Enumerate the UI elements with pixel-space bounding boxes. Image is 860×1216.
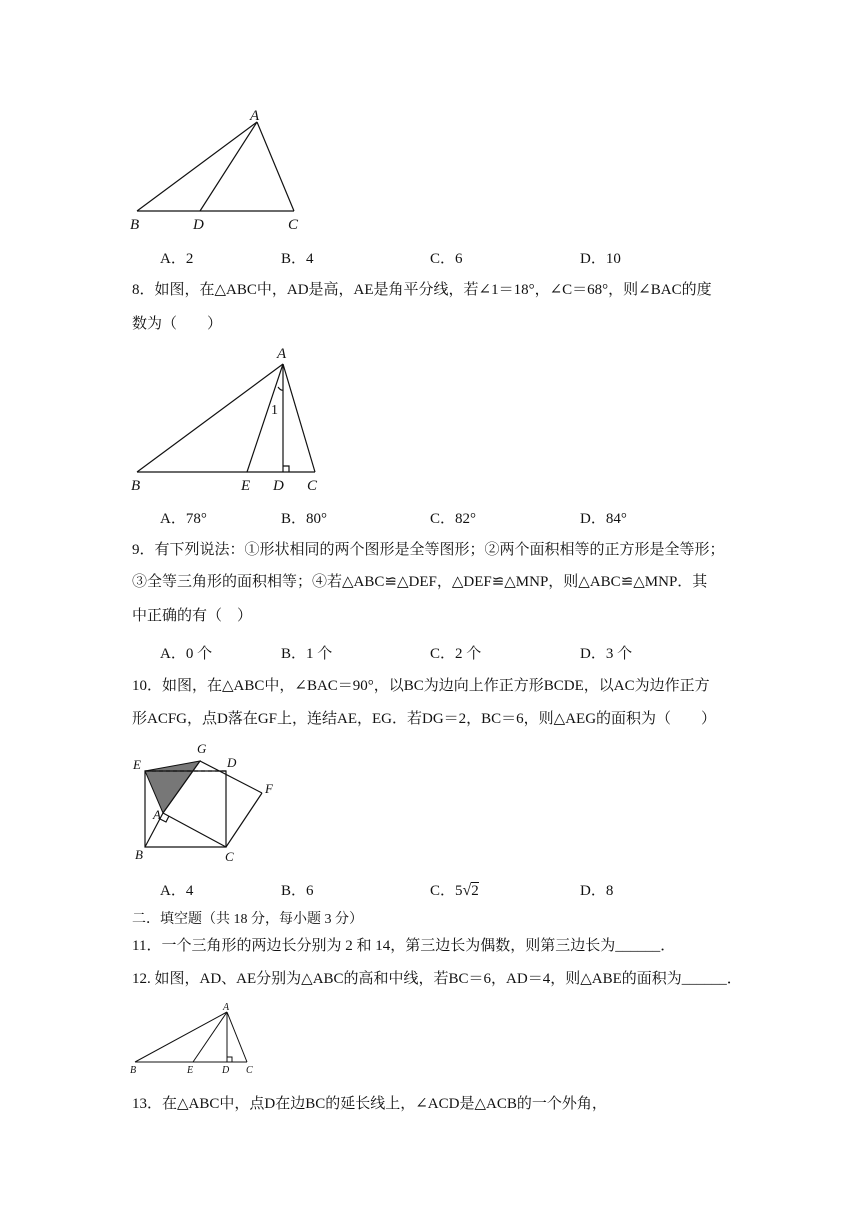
segment-AD bbox=[200, 122, 257, 211]
segment-AC bbox=[257, 122, 294, 211]
q9-option-c[interactable]: C．2 个 bbox=[430, 646, 482, 662]
segment-AE bbox=[193, 1012, 227, 1062]
figure-q12 bbox=[127, 1000, 267, 1080]
segment-FC bbox=[226, 793, 262, 847]
right-angle-mark bbox=[283, 466, 289, 472]
q9-option-a[interactable]: A．0 个 bbox=[160, 646, 213, 662]
label-D: D bbox=[273, 478, 284, 492]
q8-option-c[interactable]: C．82° bbox=[430, 511, 477, 527]
label-F: F bbox=[265, 781, 273, 796]
label-E: E bbox=[187, 1065, 194, 1076]
segment-AC bbox=[227, 1012, 247, 1062]
q10-stem-line2: 形ACFG，点D落在GF上，连结AE，EG．若DG＝2，BC＝6，则△AEG的面积为（ ） bbox=[132, 711, 717, 727]
label-D: D bbox=[193, 217, 204, 233]
sqrt-icon: √ bbox=[462, 882, 472, 899]
segment-AC bbox=[163, 813, 226, 847]
q9-stem-line1: 9．有下列说法：①形状相同的两个图形是全等图形；②两个面积相等的正方形是全等形； bbox=[132, 542, 725, 558]
shaded-triangle-AEG bbox=[145, 761, 200, 813]
segment-AE bbox=[247, 364, 283, 472]
q10-stem-line1: 10．如图，在△ABC中，∠BAC＝90°，以BC为边向上作正方形BCDE，以AC为边作正方 bbox=[132, 678, 710, 694]
label-C: C bbox=[288, 217, 299, 233]
q8-stem-line2: 数为（ ） bbox=[132, 316, 223, 332]
label-C: C bbox=[307, 478, 318, 492]
q13-stem: 13．在△ABC中，点D在边BC的延长线上，∠ACD是△ACB的一个外角， bbox=[132, 1096, 607, 1112]
q8-option-b[interactable]: B．80° bbox=[281, 511, 328, 527]
figure-q7 bbox=[120, 105, 320, 235]
q10-option-c-radicand: 2 bbox=[471, 883, 479, 899]
label-D: D bbox=[227, 755, 237, 770]
label-B: B bbox=[131, 478, 141, 492]
angle-1-arc bbox=[278, 387, 283, 390]
q12-stem: 12. 如图，AD、AE分别为△ABC的高和中线，若BC＝6，AD＝4，则△ABE的面积为______． bbox=[132, 971, 742, 987]
segment-AB bbox=[135, 1012, 227, 1062]
section-2-title: 二．填空题（共 18 分，每小题 3 分） bbox=[132, 912, 363, 927]
label-B: B bbox=[130, 217, 140, 233]
q7-option-b[interactable]: B．4 bbox=[281, 251, 314, 267]
label-angle-1: 1 bbox=[271, 403, 278, 418]
q9-stem-line2: ③全等三角形的面积相等；④若△ABC≌△DEF，△DEF≌△MNP，则△ABC≌△MNP．其 bbox=[132, 574, 708, 590]
label-A: A bbox=[277, 346, 287, 362]
q11-stem: 11．一个三角形的两边长分别为 2 和 14，第三边长为偶数，则第三边长为______． bbox=[132, 938, 676, 954]
label-C: C bbox=[246, 1065, 253, 1076]
label-B: B bbox=[130, 1065, 137, 1076]
right-angle-mark bbox=[227, 1057, 232, 1062]
figure-q10 bbox=[125, 737, 285, 867]
segment-AB bbox=[137, 122, 257, 211]
label-E: E bbox=[133, 757, 141, 772]
q7-option-d[interactable]: D．10 bbox=[580, 251, 621, 267]
q10-option-a[interactable]: A．4 bbox=[160, 883, 194, 899]
figure-q8 bbox=[125, 342, 335, 492]
q10-option-c[interactable] bbox=[430, 879, 479, 900]
label-E: E bbox=[241, 478, 251, 492]
q9-stem-line3: 中正确的有（ ） bbox=[132, 608, 253, 624]
q8-option-d[interactable]: D．84° bbox=[580, 511, 627, 527]
q9-option-d[interactable]: D．3 个 bbox=[580, 646, 633, 662]
label-A: A bbox=[250, 108, 260, 124]
label-B: B bbox=[135, 847, 143, 862]
label-D: D bbox=[222, 1065, 230, 1076]
q7-option-c[interactable]: C．6 bbox=[430, 251, 463, 267]
label-A: A bbox=[153, 807, 161, 822]
label-C: C bbox=[225, 849, 234, 864]
segment-AC bbox=[283, 364, 315, 472]
label-G: G bbox=[197, 741, 207, 756]
q8-stem-line1: 8．如图，在△ABC中，AD是高，AE是角平分线，若∠1＝18°，∠C＝68°，则∠BAC的度 bbox=[132, 282, 712, 298]
q9-option-b[interactable]: B．1 个 bbox=[281, 646, 333, 662]
q8-option-a[interactable]: A．78° bbox=[160, 511, 207, 527]
segment-AB bbox=[137, 364, 283, 472]
q7-option-a[interactable]: A．2 bbox=[160, 251, 194, 267]
label-A: A bbox=[223, 1002, 230, 1013]
q10-option-d[interactable]: D．8 bbox=[580, 883, 614, 899]
q10-option-b[interactable]: B．6 bbox=[281, 883, 314, 899]
q10-option-c-label: C．5 bbox=[430, 883, 463, 899]
